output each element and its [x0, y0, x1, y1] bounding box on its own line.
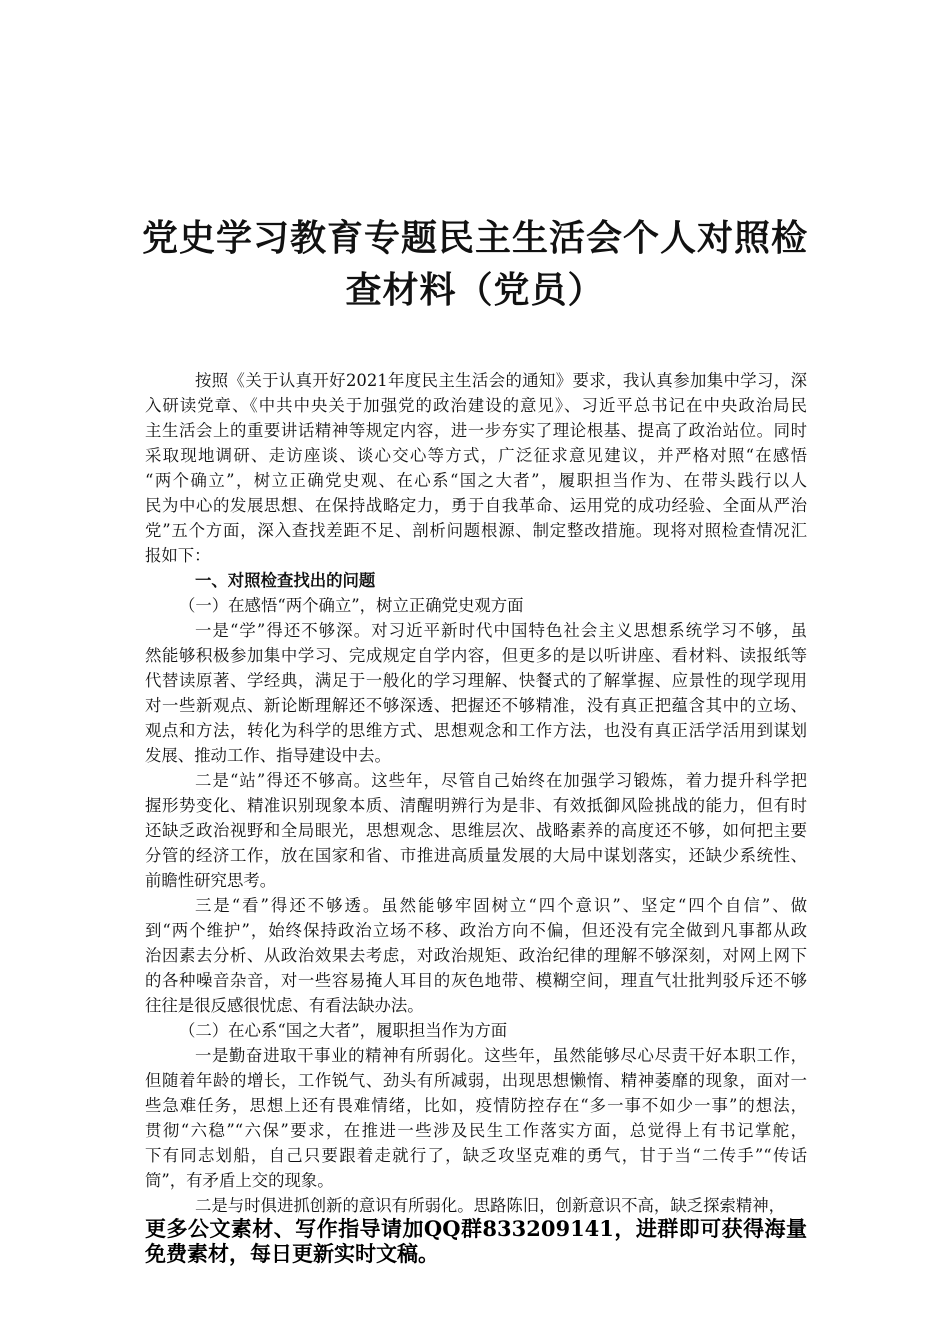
text-line: 一是“学”得还不够深。对习近平新时代中国特色社会主义思想系统学习不够，虽: [195, 621, 807, 640]
document-title: [0, 212, 950, 316]
text-line: 前瞻性研究思考。: [145, 871, 277, 890]
text-line: 按照《关于认真开好2021年度民主生活会的通知》要求，我认真参加集中学习，深: [195, 371, 807, 390]
text-line: 些急难任务，思想上还有畏难情绪，比如，疫情防控存在“多一事不如少一事”的想法，: [145, 1096, 807, 1115]
text-line: 民为中心的发展思想、在保持战略定力，勇于自我革命、运用党的成功经验、全面从严治: [145, 496, 807, 515]
document-title-line-1: 党史学习教育专题民主生活会个人对照检: [141, 217, 808, 259]
paragraph: [145, 768, 807, 893]
document-body: [145, 368, 807, 1218]
text-line: （二）在心系“国之大者”，履职担当作为方面: [179, 1021, 508, 1040]
paragraph: [145, 618, 807, 768]
text-line: 党”五个方面，深入查找差距不足、剖析问题根源、制定整改措施。现将对照检查情况汇: [145, 521, 807, 540]
text-line: 筒”，有矛盾上交的现象。: [145, 1171, 334, 1190]
text-line: 治因素去分析、从政治效果去考虑，对政治规矩、政治纪律的理解不够深刻，对网上网下: [145, 946, 807, 965]
text-line: 代替读原著、学经典，满足于一般化的学习理解、快餐式的了解掌握、应景性的现学现用: [145, 671, 807, 690]
text-line: 发展、推动工作、指导建设中去。: [145, 746, 391, 765]
text-line: 到“两个维护”，始终保持政治立场不移、政治方向不偏，但还没有完全做到凡事都从政: [145, 921, 807, 940]
subsection-heading: [145, 593, 807, 618]
paragraph: [145, 893, 807, 1018]
text-line: 一是勤奋进取干事业的精神有所弱化。这些年，虽然能够尽心尽责干好本职工作，: [195, 1046, 807, 1065]
paragraph: [145, 368, 807, 568]
text-line: “两个确立”，树立正确党史观、在心系“国之大者”，履职担当作为、在带头践行以人: [145, 471, 807, 490]
text-line: 下有同志划船，自己只要跟着走就行了，缺乏攻坚克难的勇气，甘于当“二传手”“传话: [145, 1146, 807, 1165]
section-heading: [145, 568, 807, 593]
text-line: 采取现地调研、走访座谈、谈心交心等方式，广泛征求意见建议，并严格对照“在感悟: [145, 446, 807, 465]
text-line: 但随着年龄的增长，工作锐气、劲头有所减弱，出现思想懒惰、精神萎靡的现象，面对一: [145, 1071, 807, 1090]
text-line: （一）在感悟“两个确立”，树立正确党史观方面: [179, 596, 524, 615]
text-line: 贯彻“六稳”“六保”要求，在推进一些涉及民生工作落实方面，总觉得上有书记掌舵，: [145, 1121, 807, 1140]
promo-line-2: 免费素材，每日更新实时文稿。: [145, 1241, 439, 1266]
text-line: 分管的经济工作，放在国家和省、市推进高质量发展的大局中谋划落实，还缺少系统性、: [145, 846, 807, 865]
document-title-line-2: 查材料（党员）: [345, 269, 605, 311]
text-line: 握形势变化、精准识别现象本质、清醒明辨行为是非、有效抵御风险挑战的能力，但有时: [145, 796, 807, 815]
subsection-heading: [145, 1018, 807, 1043]
promo-banner: [145, 1216, 807, 1266]
text-line: 的各种噪音杂音，对一些容易掩人耳目的灰色地带、模糊空间，理直气壮批判驳斥还不够: [145, 971, 807, 990]
text-line: 入研读党章、《中共中央关于加强党的政治建设的意见》、习近平总书记在中央政治局民: [145, 396, 807, 415]
text-line: 往往是很反感很忧虑、有看法缺办法。: [145, 996, 424, 1015]
text-line: 二是“站”得还不够高。这些年，尽管自己始终在加强学习锻炼，着力提升科学把: [195, 771, 807, 790]
text-line: 三是“看”得还不够透。虽然能够牢固树立“四个意识”、坚定“四个自信”、做: [195, 896, 807, 915]
text-line: 一、对照检查找出的问题: [195, 571, 376, 590]
text-line: 观点和方法，转化为科学的思维方式、思想观念和工作方法，也没有真正活学活用到谋划: [145, 721, 807, 740]
paragraph: [145, 1193, 807, 1218]
text-line: 主生活会上的重要讲话精神等规定内容，进一步夯实了理论根基、提高了政治站位。同时: [145, 421, 807, 440]
text-line: 报如下：: [145, 546, 211, 565]
paragraph: [145, 1043, 807, 1193]
promo-line-1: 更多公文素材、写作指导请加QQ群833209141，进群即可获得海量: [145, 1216, 807, 1241]
text-line: 二是与时俱进抓创新的意识有所弱化。思路陈旧，创新意识不高，缺乏探索精神，: [195, 1196, 786, 1215]
text-line: 对一些新观点、新论断理解还不够深透、把握还不够精准，没有真正把蕴含其中的立场、: [145, 696, 807, 715]
text-line: 还缺乏政治视野和全局眼光，思想观念、思维层次、战略素养的高度还不够，如何把主要: [145, 821, 807, 840]
text-line: 然能够积极参加集中学习、完成规定自学内容，但更多的是以听讲座、看材料、读报纸等: [145, 646, 807, 665]
